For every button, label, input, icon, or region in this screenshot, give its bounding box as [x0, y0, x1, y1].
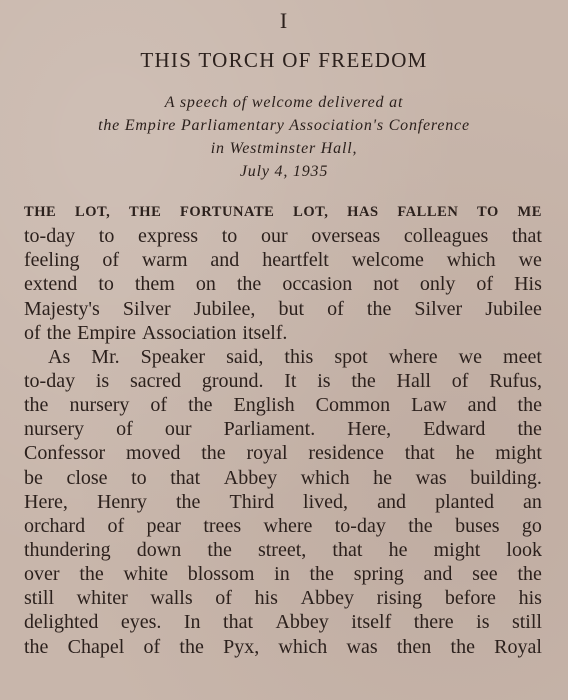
body-line: Here, Henry the Third lived, and planted an — [24, 490, 542, 513]
body-line: to-day to express to our overseas colleagues that — [24, 225, 542, 248]
speech-subtitle — [0, 91, 568, 183]
body-line: feeling of warm and heartfelt welcome which we — [24, 249, 542, 272]
body-line: Confessor moved the royal residence that he might — [24, 442, 542, 465]
body-line: As Mr. Speaker said, this spot where we meet — [48, 345, 542, 368]
subtitle-line: in Westminster Hall, — [210, 140, 358, 157]
body-line: of the Empire Association itself. — [24, 321, 288, 344]
body-line: nursery of our Parliament. Here, Edward the — [24, 418, 542, 441]
body-line: delighted eyes. In that Abbey itself there is still — [24, 611, 542, 634]
body-line: THE LOT, THE FORTUNATE LOT, HAS FALLEN TO ME — [24, 204, 542, 220]
subtitle-line: A speech of welcome delivered at — [164, 94, 404, 111]
body-line: the nursery of the English Common Law and the — [24, 394, 542, 417]
body-line: be close to that Abbey which he was building. — [24, 466, 542, 489]
chapter-number: I — [279, 8, 289, 33]
subtitle-line: the Empire Parliamentary Association's Conference — [98, 117, 470, 134]
body-line: still whiter walls of his Abbey rising before his — [24, 587, 542, 610]
body-line: to-day is sacred ground. It is the Hall of Rufus, — [24, 369, 542, 392]
body-line: Majesty's Silver Jubilee, but of the Silver Jubilee — [24, 297, 542, 320]
subtitle-line: July 4, 1935 — [239, 163, 329, 180]
body-line: orchard of pear trees where to-day the buses go — [24, 514, 542, 537]
chapter-title: THIS TORCH OF FREEDOM — [140, 48, 428, 72]
body-line: extend to them on the occasion not only of His — [24, 273, 542, 296]
body-line: thundering down the street, that he might look — [24, 538, 542, 561]
body-line: the Chapel of the Pyx, which was then the Royal — [24, 635, 542, 658]
body-line: over the white blossom in the spring and see the — [24, 563, 542, 586]
body-text — [24, 200, 542, 659]
